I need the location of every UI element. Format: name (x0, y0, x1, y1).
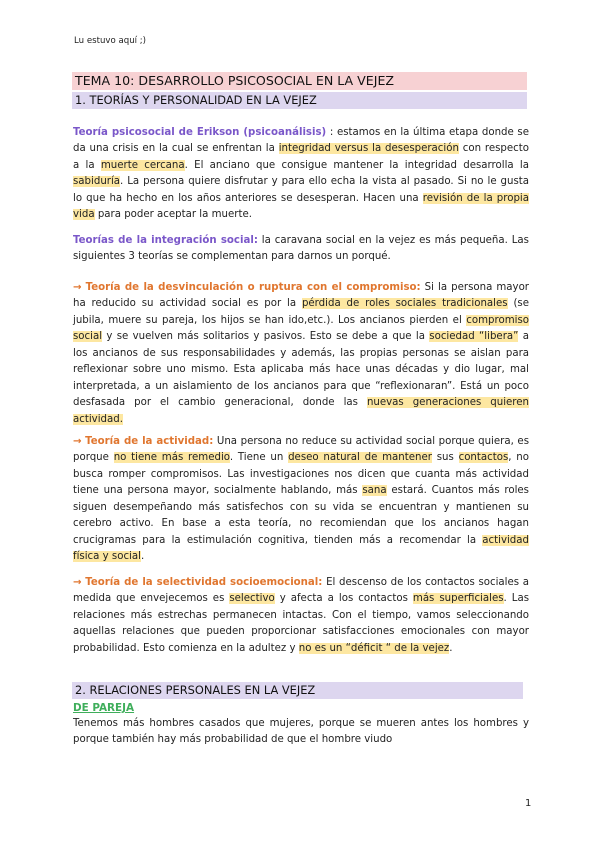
integration-heading: Teorías de la integración social: (73, 235, 258, 246)
paragraph-disengagement: → Teoría de la desvinculación o ruptura con el compromiso: Si la persona mayor ha reducido su actividad social es por la pérdida de roles sociales tradicionales (se jubila, muere su pareja, los hijos se han ido,etc.). Los ancianos pierden el compromiso social y se vuelven más solitarios y pasivos. Esto se debe a que la sociedad “libera” a los ancianos de sus responsabilidades y además, las propias personas se aislan para reflexionar sobre uno mismo. Esta aplicaba más hace unas décadas y dio lugar, mal interpretada, a un aislamiento de los ancianos para que “reflexionaran”. Está un poco desfasada por el cambio generacional, donde las nuevas generaciones quieren actividad. (73, 282, 530, 425)
highlight: deseo natural de mantener (288, 452, 432, 464)
page-number: 1 (525, 798, 532, 809)
section-heading-2: 2. RELACIONES PERSONALES EN LA VEJEZ (72, 682, 523, 699)
highlight: integridad versus la desesperación (278, 143, 459, 155)
paragraph-pareja: Tenemos más hombres casados que mujeres, porque se mueren antes los hombres y porque también hay más probabilidad de que el hombre viudo (73, 718, 529, 746)
arrow-icon: → (73, 436, 82, 447)
erikson-heading: Teoría psicosocial de Erikson (psicoanálisis) (73, 127, 327, 138)
arrow-icon: → (73, 577, 82, 588)
subheading-pareja: DE PAREJA (73, 702, 135, 714)
highlight: sociedad “libera” (429, 331, 519, 343)
highlight: no es un “déficit “ de la vejez (298, 642, 450, 654)
highlight: muerte cercana (100, 159, 185, 171)
activity-heading: Teoría de la actividad: (85, 436, 214, 447)
highlight: pérdida de roles sociales tradicionales (301, 298, 508, 310)
paragraph-activity: → Teoría de la actividad: Una persona no reduce su actividad social porque quiera, es porque no tiene más remedio. Tiene un deseo natural de mantener sus contactos, no busca romper compromisos. Las investigaciones nos dicen que cuanta más actividad tiene una persona mayor, socialmente hablando, más sana estará. Cuantos más roles siguen desempeñando más satisfechos con su vida se encuentran y mantienen su cerebro activo. En base a esta teoría, no recomiendan que los ancianos hagan crucigramas para la estimulación cognitiva, tienden más a recomendar la actividad física y social. (73, 436, 529, 563)
paragraph-integration: Teorías de la integración social: la caravana social en la vejez es más pequeña. Las siguientes 3 teorías se complementan para darnos un porqué. (73, 235, 529, 263)
highlight: no tiene más remedio (113, 452, 230, 464)
highlight: revisión de la propia vida (73, 192, 529, 221)
arrow-icon: → (73, 282, 82, 293)
highlight: actividad física y social (73, 534, 529, 563)
paragraph-erikson: Teoría psicosocial de Erikson (psicoanálisis) : estamos en la última etapa donde se da una crisis en la cual se enfrentan la integridad versus la desesperación con respecto a la muerte cercana. El anciano que consigue mantener la integridad desarrolla la sabiduría. La persona quiere disfrutar y para ello echa la vista al pasado. Si no le gusta lo que ha hecho en los años anteriores se desesperan. Hacen una revisión de la propia vida para poder aceptar la muerte. (73, 127, 530, 221)
highlight: compromiso social (73, 314, 529, 343)
disengagement-heading: Teoría de la desvinculación o ruptura con el compromiso: (85, 282, 421, 293)
highlight: nuevas generaciones quieren actividad. (73, 397, 529, 425)
highlight: selectivo (229, 593, 275, 605)
highlight: contactos (458, 452, 509, 464)
highlight: sabiduría (73, 176, 121, 188)
highlight: sana (362, 485, 387, 497)
section-heading-1: 1. TEORÍAS Y PERSONALIDAD EN LA VEJEZ (72, 92, 527, 109)
selectivity-heading: Teoría de la selectividad socioemocional: (85, 577, 323, 588)
highlight: más superficiales (412, 593, 504, 605)
page-header: Lu estuvo aquí ;) (74, 36, 147, 46)
paragraph-selectivity: → Teoría de la selectividad socioemocional: El descenso de los contactos sociales a medida que envejecemos es selectivo y afecta a los contactos más superficiales. Las relaciones más estrechas permanecen intactas. Con el tiempo, vamos seleccionando aquellas relaciones que pueden proporcionar satisfacciones emocionales con mayor probabilidad. Esto comienza en la adultez y no es un “déficit “ de la vejez. (73, 577, 529, 654)
page-title: TEMA 10: DESARROLLO PSICOSOCIAL EN LA VEJEZ (72, 72, 527, 90)
